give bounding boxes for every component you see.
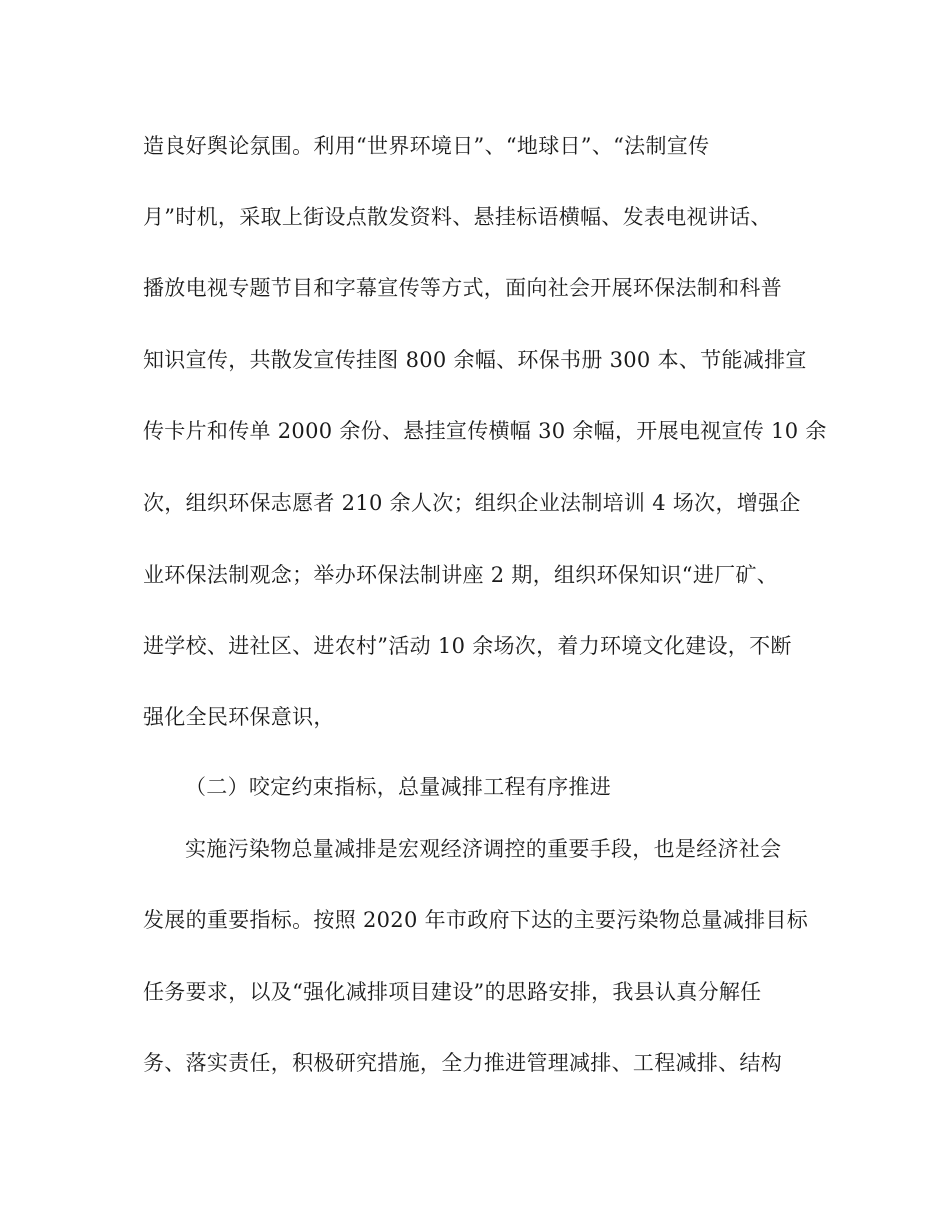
paragraph-1-line-6: 次，组织环保志愿者 210 余人次；组织企业法制培训 4 场次，增强企 bbox=[143, 491, 801, 515]
paragraph-2-line-1: 实施污染物总量减排是宏观经济调控的重要手段，也是经济社会 bbox=[185, 837, 782, 861]
paragraph-1-line-7: 业环保法制观念；举办环保法制讲座 2 期，组织环保知识“进厂矿、 bbox=[143, 563, 779, 587]
paragraph-1-line-1: 造良好舆论氛围。利用“世界环境日”、“地球日”、“法制宣传 bbox=[143, 134, 710, 158]
paragraph-2-line-2: 发展的重要指标。按照 2020 年市政府下达的主要污染物总量减排目标 bbox=[143, 908, 808, 932]
paragraph-1-line-5: 传卡片和传单 2000 余份、悬挂宣传横幅 30 余幅，开展电视宣传 10 余 bbox=[143, 419, 827, 443]
paragraph-2-line-3: 任务要求，以及“强化减排项目建设”的思路安排，我县认真分解任 bbox=[143, 980, 762, 1004]
paragraph-1-line-3: 播放电视专题节目和字幕宣传等方式，面向社会开展环保法制和科普 bbox=[143, 276, 782, 300]
section-heading: （二）咬定约束指标，总量减排工程有序推进 bbox=[185, 775, 611, 799]
paragraph-1-line-9: 强化全民环保意识， bbox=[143, 705, 335, 729]
paragraph-1-line-2: 月”时机，采取上街设点散发资料、悬挂标语横幅、发表电视讲话、 bbox=[143, 205, 772, 229]
paragraph-1-line-8: 进学校、进社区、进农村”活动 10 余场次，着力环境文化建设，不断 bbox=[143, 634, 792, 658]
paragraph-1-line-4: 知识宣传，共散发宣传挂图 800 余幅、环保书册 300 本、节能减排宣 bbox=[143, 348, 807, 372]
paragraph-2-line-4: 务、落实责任，积极研究措施，全力推进管理减排、工程减排、结构 bbox=[143, 1051, 782, 1075]
